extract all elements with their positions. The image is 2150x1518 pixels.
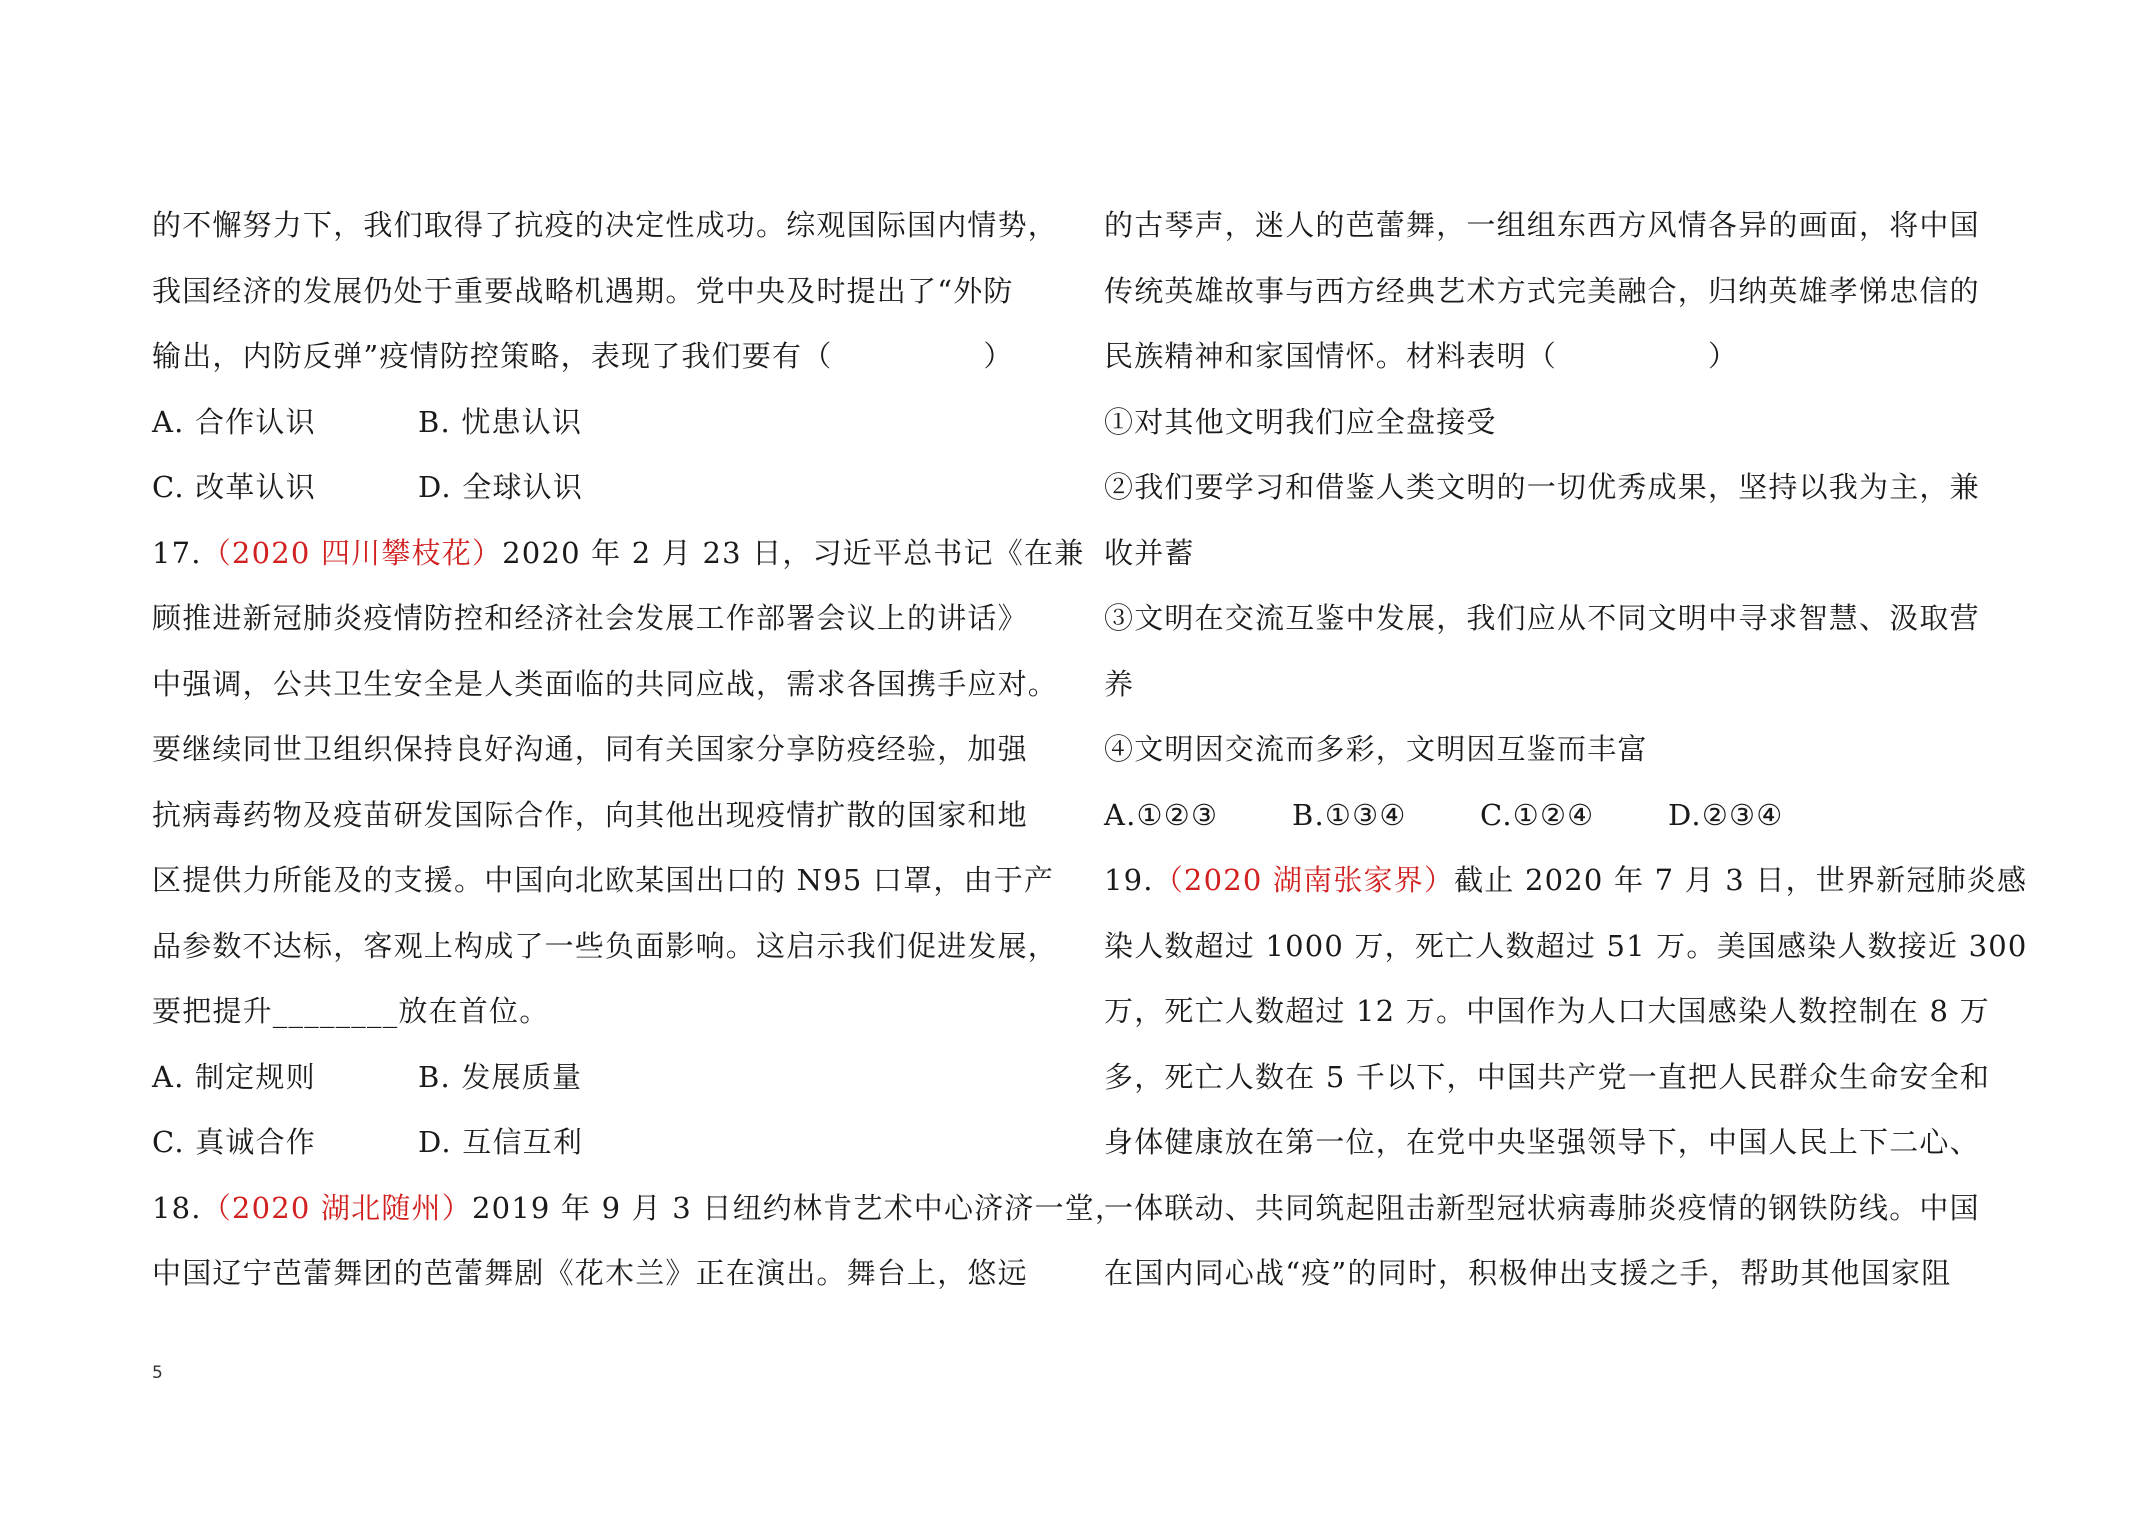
q18-option-a: A.①②③ — [1104, 797, 1219, 832]
q16-options-row-1 — [152, 390, 1082, 456]
q16-line: 的不懈努力下，我们取得了抗疫的决定性成功。综观国际国内情势， — [152, 208, 1059, 242]
q17-option-d: D. 互信互利 — [418, 1125, 584, 1159]
q17-line: 品参数不达标，客观上构成了一些负面影响。这启示我们促进发展， — [152, 928, 1059, 963]
q17-line: 要继续同世卫组织保持良好沟通，同有关国家分享防疫经验，加强 — [152, 732, 1028, 766]
q19-line: 万，死亡人数超过 12 万。中国作为人口大国感染人数控制在 8 万 — [1104, 994, 1990, 1028]
q17-option-a: A. 制定规则 — [152, 1059, 316, 1094]
q18-option-d: D.②③④ — [1668, 797, 1784, 832]
q18-line: 中国辽宁芭蕾舞团的芭蕾舞剧《花木兰》正在演出。舞台上，悠远 — [152, 1256, 1028, 1290]
q19-header — [1104, 848, 2034, 914]
q18-statement: 养 — [1104, 666, 1135, 701]
q19-line: 染人数超过 1000 万，死亡人数超过 51 万。美国感染人数接近 300 — [1104, 928, 2028, 963]
q18-options-row — [1104, 783, 2034, 849]
q18-statement: ③文明在交流互鉴中发展，我们应从不同文明中寻求智慧、汲取营 — [1104, 601, 1980, 635]
q19-number: 19. — [1104, 863, 1154, 897]
q18-first-line: 2019 年 9 月 3 日纽约林肯艺术中心济济一堂， — [471, 1190, 1126, 1225]
q17-option-c: C. 真诚合作 — [152, 1125, 316, 1159]
q18-source: （2020 湖北随州） — [201, 1190, 472, 1225]
q19-line: 一体联动、共同筑起阻击新型冠状病毒肺炎疫情的钢铁防线。中国 — [1104, 1190, 1980, 1225]
q17-line: 抗病毒药物及疫苗研发国际合作，向其他出现疫情扩散的国家和地 — [152, 797, 1028, 832]
q18-line: 的古琴声，迷人的芭蕾舞，一组组东西方风情各异的画面，将中国 — [1104, 208, 1980, 242]
q17-number: 17. — [152, 535, 202, 570]
q17-options-row-1 — [152, 1045, 1082, 1111]
q17-options-row-2 — [152, 1110, 1082, 1176]
q16-option-a: A. 合作认识 — [152, 404, 316, 439]
q18-option-c: C.①②④ — [1480, 797, 1595, 832]
q17-line: 中强调，公共卫生安全是人类面临的共同应战，需求各国携手应对。 — [152, 666, 1059, 701]
q19-line: 在国内同心战“疫”的同时，积极伸出支援之手，帮助其他国家阻 — [1104, 1256, 1952, 1290]
q18-option-b: B.①③④ — [1292, 797, 1407, 832]
q16-option-c: C. 改革认识 — [152, 470, 316, 504]
q16-options-row-2 — [152, 455, 1082, 521]
q18-statement: ①对其他文明我们应全盘接受 — [1104, 404, 1497, 439]
q16-option-d: D. 全球认识 — [418, 470, 584, 504]
q17-header — [152, 521, 1085, 587]
q17-line: 要把提升________放在首位。 — [152, 994, 550, 1028]
q18-statement: ②我们要学习和借鉴人类文明的一切优秀成果，坚持以我为主，兼 — [1104, 470, 1980, 504]
q17-first-line: 2020 年 2 月 23 日，习近平总书记《在兼 — [502, 535, 1085, 570]
left-column — [152, 193, 1126, 1307]
q18-statement: ④文明因交流而多彩，文明因互鉴而丰富 — [1104, 732, 1648, 766]
q16-option-b: B. 忧患认识 — [418, 404, 583, 439]
q17-source: （2020 四川攀枝花） — [201, 535, 503, 570]
q19-first-line: 截止 2020 年 7 月 3 日，世界新冠肺炎感 — [1454, 863, 2028, 897]
q18-header — [152, 1176, 1126, 1242]
right-column — [1104, 193, 2034, 1307]
q19-line: 身体健康放在第一位，在党中央坚强领导下，中国人民上下二心、 — [1104, 1125, 1980, 1159]
q18-line: 民族精神和家国情怀。材料表明（ ） — [1104, 339, 1739, 373]
q16-line: 输出，内防反弹”疫情防控策略，表现了我们要有（ ） — [152, 339, 1014, 373]
q19-source: （2020 湖南张家界） — [1153, 863, 1455, 897]
q18-statement: 收并蓄 — [1104, 535, 1195, 570]
q18-line: 传统英雄故事与西方经典艺术方式完美融合，归纳英雄孝悌忠信的 — [1104, 273, 1980, 308]
q17-line: 顾推进新冠肺炎疫情防控和经济社会发展工作部署会议上的讲话》 — [152, 601, 1028, 635]
q19-line: 多，死亡人数在 5 千以下，中国共产党一直把人民群众生命安全和 — [1104, 1059, 1991, 1094]
q17-line: 区提供力所能及的支援。中国向北欧某国出口的 N95 口罩，由于产 — [152, 863, 1055, 897]
q17-option-b: B. 发展质量 — [418, 1059, 583, 1094]
q18-number: 18. — [152, 1190, 202, 1225]
q16-line: 我国经济的发展仍处于重要战略机遇期。党中央及时提出了“外防 — [152, 273, 1014, 308]
page-number: 5 — [152, 1363, 163, 1383]
